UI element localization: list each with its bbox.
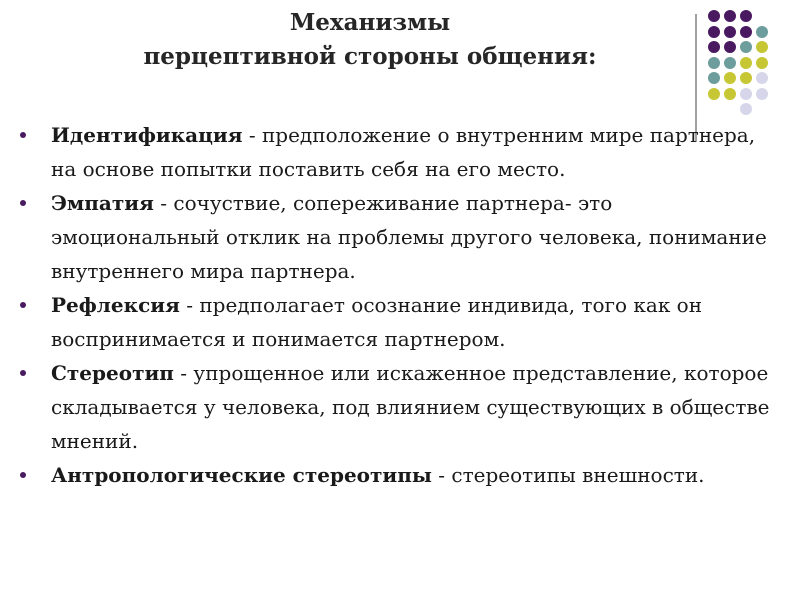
mechanism-list — [20, 118, 780, 492]
bullet-icon — [20, 132, 26, 138]
decorative-dot — [740, 57, 752, 69]
item-text: - предположение о внутренним мире партнера, на основе попытки поставить себя на его место. — [51, 123, 756, 181]
item-term: Антропологические стереотипы — [51, 463, 432, 487]
decorative-dot — [740, 88, 752, 100]
slide-title — [90, 6, 650, 74]
decorative-dot — [756, 57, 768, 69]
list-item — [20, 118, 780, 186]
decorative-dot — [708, 10, 720, 22]
decorative-dot — [724, 57, 736, 69]
decorative-dot — [724, 88, 736, 100]
decorative-dot — [708, 57, 720, 69]
bullet-icon — [20, 472, 26, 478]
item-text: - стереотипы внешности. — [431, 463, 705, 487]
title-line-2: перцептивной стороны общения: — [143, 43, 597, 70]
decorative-dot — [740, 72, 752, 84]
list-item — [20, 458, 780, 492]
decorative-dot — [724, 41, 736, 53]
decorative-dot — [724, 72, 736, 84]
item-text: - упрощенное или искаженное представление, которое складывается у человека, под влиянием существующих в обществе мнений. — [51, 361, 770, 453]
item-term: Эмпатия — [51, 191, 154, 215]
decorative-dot — [740, 10, 752, 22]
decorative-dot — [756, 88, 768, 100]
decorative-dot — [708, 88, 720, 100]
decorative-dot — [724, 10, 736, 22]
decorative-dot-grid — [708, 10, 768, 115]
list-item — [20, 288, 780, 356]
list-item — [20, 186, 780, 288]
item-text: - сочуствие, сопереживание партнера- это эмоциональный отклик на проблемы другого человека, понимание внутреннего мира партнера. — [51, 191, 767, 283]
item-term: Рефлексия — [51, 293, 180, 317]
bullet-icon — [20, 200, 26, 206]
decorative-dot — [756, 26, 768, 38]
decorative-dot — [740, 41, 752, 53]
item-term: Стереотип — [51, 361, 174, 385]
decorative-dot — [756, 72, 768, 84]
list-item — [20, 356, 780, 458]
decorative-dot — [708, 72, 720, 84]
decorative-dot — [724, 26, 736, 38]
decorative-dot — [740, 103, 752, 115]
title-line-1: Механизмы — [289, 9, 451, 36]
decorative-dot — [740, 26, 752, 38]
item-term: Идентификация — [51, 123, 243, 147]
bullet-icon — [20, 302, 26, 308]
item-text: - предполагает осознание индивида, того как он воспринимается и понимается партнером. — [51, 293, 703, 351]
bullet-icon — [20, 370, 26, 376]
decorative-dot — [756, 41, 768, 53]
decorative-dot — [708, 26, 720, 38]
decorative-dot — [708, 41, 720, 53]
